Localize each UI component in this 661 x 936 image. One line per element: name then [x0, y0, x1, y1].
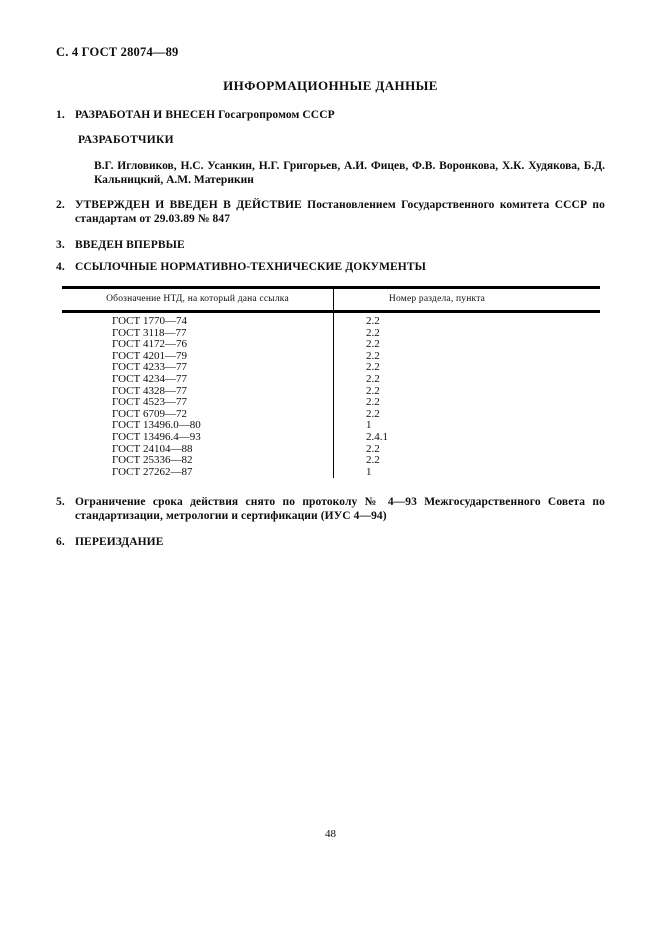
section-6-text: ПЕРЕИЗДАНИЕ — [75, 536, 164, 549]
ntd-designation: ГОСТ 25336—82 — [62, 455, 334, 467]
section-ref: 2.2 — [366, 442, 380, 455]
section-ref: 1 — [366, 465, 372, 478]
column-header-section: Номер раздела, пункта — [334, 288, 601, 312]
section-3-number: 3. — [56, 239, 65, 251]
section-2 — [56, 198, 605, 226]
page-content — [56, 45, 605, 549]
section-1-number: 1. — [56, 109, 65, 121]
reference-table — [62, 286, 600, 478]
section-1-text: РАЗРАБОТАН И ВНЕСЕН Госагропромом СССР — [75, 109, 335, 121]
section-5-number: 5. — [56, 496, 65, 509]
ntd-designation: ГОСТ 4234—77 — [62, 374, 334, 386]
table-row — [62, 374, 600, 386]
ntd-designation: ГОСТ 4172—76 — [62, 339, 334, 351]
table-row — [62, 432, 600, 444]
section-3-text: ВВЕДЕН ВПЕРВЫЕ — [75, 239, 185, 251]
section-ref: 2.2 — [366, 349, 380, 362]
section-5 — [56, 495, 605, 523]
section-ref: 2.2 — [366, 338, 380, 351]
ntd-designation: ГОСТ 13496.0—80 — [62, 420, 334, 432]
developers-names: В.Г. Игловиков, Н.С. Усанкин, Н.Г. Григорьев, А.И. Фицев, Ф.В. Воронкова, Х.К. Худякова, Б.Д. Кальницкий, А.М. Материкин — [94, 160, 605, 186]
reference-table-header-row — [62, 288, 600, 312]
document-title: ИНФОРМАЦИОННЫЕ ДАННЫЕ — [223, 78, 438, 93]
section-ref: 2.2 — [366, 396, 380, 409]
table-row — [62, 397, 600, 409]
table-row — [62, 467, 600, 479]
section-ref: 2.4.1 — [366, 430, 388, 443]
section-ref: 2.2 — [366, 315, 380, 327]
section-5-text: Ограничение срока действия снято по протоколу № 4—93 Межгосударственного Совета по стандартизации, метрологии и сертификации (ИУС 4—94) — [75, 496, 605, 523]
table-row — [62, 455, 600, 467]
section-2-number: 2. — [56, 199, 65, 211]
table-row — [62, 312, 600, 328]
developers-heading: РАЗРАБОТЧИКИ — [78, 134, 174, 146]
section-6-number: 6. — [56, 536, 65, 549]
ntd-designation: ГОСТ 4233—77 — [62, 362, 334, 374]
column-header-designation: Обозначение НТД, на который дана ссылка — [62, 288, 334, 312]
section-ref: 2.2 — [366, 454, 380, 467]
reference-table-head — [62, 288, 600, 312]
ntd-designation: ГОСТ 6709—72 — [62, 409, 334, 421]
ntd-designation: ГОСТ 4328—77 — [62, 386, 334, 398]
section-4 — [56, 260, 605, 274]
section-2-text: УТВЕРЖДЕН И ВВЕДЕН В ДЕЙСТВИЕ Постановлением Государственного комитета СССР по стандартам от 29.03.89 № 847 — [75, 199, 605, 225]
ntd-designation: ГОСТ 13496.4—93 — [62, 432, 334, 444]
section-ref: 2.2 — [366, 361, 380, 374]
ntd-designation: ГОСТ 4201—79 — [62, 351, 334, 363]
section-ref: 2.2 — [366, 372, 380, 385]
page-number: 48 — [325, 828, 336, 840]
ntd-designation: ГОСТ 3118—77 — [62, 328, 334, 340]
ntd-designation: ГОСТ 1770—74 — [62, 312, 334, 328]
page-header-label: С. 4 ГОСТ 28074—89 — [56, 45, 179, 59]
ntd-designation: ГОСТ 27262—87 — [62, 467, 334, 479]
section-1 — [56, 108, 605, 122]
section-4-text: ССЫЛОЧНЫЕ НОРМАТИВНО-ТЕХНИЧЕСКИЕ ДОКУМЕНТЫ — [75, 261, 427, 273]
section-ref: 1 — [366, 419, 372, 432]
ntd-designation: ГОСТ 24104—88 — [62, 444, 334, 456]
section-ref: 2.2 — [366, 407, 380, 420]
section-3 — [56, 238, 605, 252]
reference-table-body — [62, 312, 600, 479]
ntd-designation: ГОСТ 4523—77 — [62, 397, 334, 409]
section-ref: 2.2 — [366, 326, 380, 339]
section-ref: 2.2 — [366, 384, 380, 397]
section-4-number: 4. — [56, 261, 65, 273]
section-6 — [56, 535, 605, 549]
